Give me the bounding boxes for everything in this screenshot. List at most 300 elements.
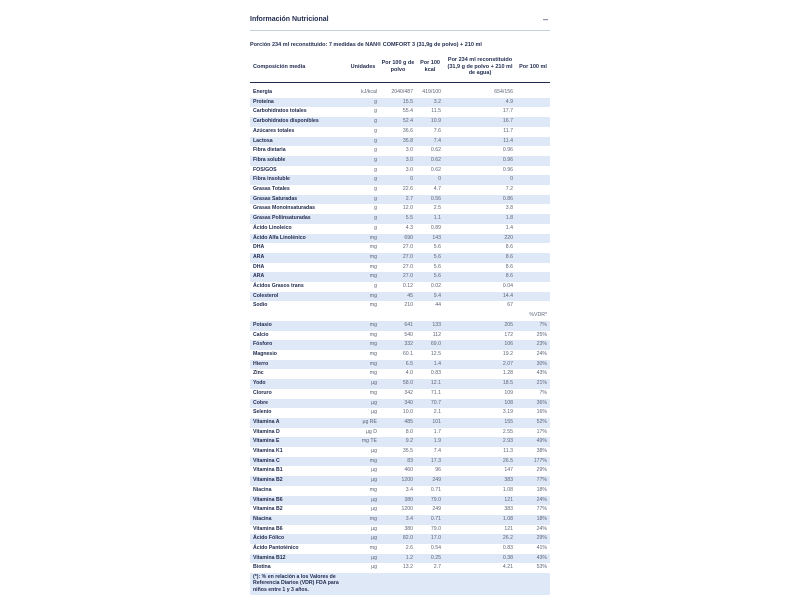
value-100ml <box>516 234 550 244</box>
value-100kcal: 17.3 <box>416 457 444 467</box>
nutrient-name: Biotina <box>250 563 346 573</box>
table-row <box>250 301 550 311</box>
nutrient-name: Hierro <box>250 360 346 370</box>
unit-cell: mg <box>346 253 380 263</box>
value-234ml: 109 <box>444 389 516 399</box>
table-row <box>250 476 550 486</box>
value-100ml <box>516 117 550 127</box>
value-100g: 340 <box>380 399 416 409</box>
value-100kcal: 2.1 <box>416 408 444 418</box>
table-row <box>250 321 550 331</box>
unit-cell: µg <box>346 496 380 506</box>
table-row <box>250 214 550 224</box>
unit-cell: µg <box>346 554 380 564</box>
value-100kcal: 0.56 <box>416 195 444 205</box>
footnote-row <box>250 573 550 595</box>
value-100kcal: 0 <box>416 175 444 185</box>
value-234ml: 14.4 <box>444 292 516 302</box>
value-100g: 35.8 <box>380 137 416 147</box>
unit-cell: µg <box>346 505 380 515</box>
value-100g: 3.0 <box>380 156 416 166</box>
nutrient-name: Vitamina C <box>250 457 346 467</box>
value-234ml: 1.08 <box>444 515 516 525</box>
table-row <box>250 137 550 147</box>
value-100ml <box>516 98 550 108</box>
table-row <box>250 466 550 476</box>
value-234ml: 383 <box>444 476 516 486</box>
unit-cell: g <box>346 224 380 234</box>
value-100g: 3.4 <box>380 515 416 525</box>
table-row <box>250 107 550 117</box>
nutrient-name: Lactosa <box>250 137 346 147</box>
table-row <box>250 389 550 399</box>
nutrient-name: DHA <box>250 263 346 273</box>
collapse-icon[interactable]: – <box>542 14 548 24</box>
value-100kcal: 71.1 <box>416 389 444 399</box>
value-234ml: 1.4 <box>444 224 516 234</box>
value-100kcal: 0.71 <box>416 515 444 525</box>
unit-cell: µg <box>346 476 380 486</box>
value-100kcal: 7.6 <box>416 127 444 137</box>
value-234ml: 106 <box>444 340 516 350</box>
value-100kcal: 7.4 <box>416 447 444 457</box>
value-100kcal: 79.0 <box>416 525 444 535</box>
value-100kcal: 17.0 <box>416 534 444 544</box>
table-row <box>250 146 550 156</box>
value-234ml: 383 <box>444 505 516 515</box>
value-100g: 690 <box>380 234 416 244</box>
table-row <box>250 369 550 379</box>
value-100ml: 53% <box>516 563 550 573</box>
nutrient-name: Ácido Linoleico <box>250 224 346 234</box>
nutrient-name: Vitamina B12 <box>250 554 346 564</box>
value-234ml: 0.04 <box>444 282 516 292</box>
unit-cell: mg <box>346 486 380 496</box>
nutrient-name: Ácido Fólico <box>250 534 346 544</box>
unit-cell: mg <box>346 272 380 282</box>
value-234ml: 0.96 <box>444 156 516 166</box>
table-row <box>250 525 550 535</box>
value-100kcal: 96 <box>416 466 444 476</box>
table-row <box>250 263 550 273</box>
value-100ml: 23% <box>516 340 550 350</box>
value-100g: 0.12 <box>380 282 416 292</box>
nutrient-name: ARA <box>250 272 346 282</box>
value-100g: 52.4 <box>380 117 416 127</box>
nutrient-name: Vitamina B2 <box>250 505 346 515</box>
value-100kcal: 101 <box>416 418 444 428</box>
table-row <box>250 437 550 447</box>
value-100g: 10.0 <box>380 408 416 418</box>
value-234ml: 155 <box>444 418 516 428</box>
table-row <box>250 554 550 564</box>
nutrient-name: Ácido Pantoténico <box>250 544 346 554</box>
value-100kcal: 10.9 <box>416 117 444 127</box>
value-100kcal: 0.89 <box>416 224 444 234</box>
unit-cell: mg <box>346 389 380 399</box>
value-100kcal: 0.62 <box>416 166 444 176</box>
value-100ml <box>516 146 550 156</box>
value-100g: 3.0 <box>380 166 416 176</box>
value-100g: 3.4 <box>380 486 416 496</box>
nutrient-name: Grasas Poliinsaturadas <box>250 214 346 224</box>
table-row <box>250 428 550 438</box>
value-100ml: 77% <box>516 505 550 515</box>
nutrient-name: Vitamina B1 <box>250 466 346 476</box>
table-row <box>250 117 550 127</box>
nutrient-name: Grasas Monoinsaturadas <box>250 204 346 214</box>
empty-cell <box>380 311 416 321</box>
table-row <box>250 360 550 370</box>
unit-cell: g <box>346 185 380 195</box>
value-100kcal: 0.54 <box>416 544 444 554</box>
value-100g: 2040/487 <box>380 88 416 98</box>
value-100g: 8.0 <box>380 428 416 438</box>
table-row <box>250 195 550 205</box>
unit-cell: mg <box>346 340 380 350</box>
value-100kcal: 1.4 <box>416 360 444 370</box>
header-composicion: Composición media <box>250 52 346 83</box>
nutrient-name: DHA <box>250 243 346 253</box>
value-234ml: 0 <box>444 175 516 185</box>
unit-cell: g <box>346 175 380 185</box>
unit-cell: mg TE <box>346 437 380 447</box>
table-row <box>250 185 550 195</box>
nutrition-table <box>250 52 550 595</box>
value-100ml <box>516 214 550 224</box>
value-100g: 27.0 <box>380 272 416 282</box>
value-100g: 12.0 <box>380 204 416 214</box>
value-234ml: 3.8 <box>444 204 516 214</box>
value-234ml: 0.86 <box>444 195 516 205</box>
value-234ml: 121 <box>444 496 516 506</box>
value-234ml: 1.08 <box>444 486 516 496</box>
value-100kcal: 1.1 <box>416 214 444 224</box>
value-100kcal: 7.4 <box>416 137 444 147</box>
value-234ml: 2.07 <box>444 360 516 370</box>
value-100ml <box>516 253 550 263</box>
value-100g: 82.0 <box>380 534 416 544</box>
nutrient-name: Ácido Alfa Linolénico <box>250 234 346 244</box>
header-por-234ml: Por 234 ml reconstituido (31,9 g de polvo + 210 ml de agua) <box>444 52 516 83</box>
value-234ml: 3.19 <box>444 408 516 418</box>
vdr-header: %VDR* <box>516 311 550 321</box>
header-por-100ml: Por 100 ml <box>516 52 550 83</box>
value-234ml: 0.83 <box>444 544 516 554</box>
value-100g: 35.5 <box>380 447 416 457</box>
value-100g: 27.0 <box>380 243 416 253</box>
value-100ml: 7% <box>516 321 550 331</box>
value-100g: 0 <box>380 175 416 185</box>
value-100kcal: 44 <box>416 301 444 311</box>
unit-cell: g <box>346 117 380 127</box>
value-100ml: 36% <box>516 399 550 409</box>
unit-cell: mg <box>346 321 380 331</box>
value-100g: 380 <box>380 525 416 535</box>
nutrient-name: Fibra soluble <box>250 156 346 166</box>
value-100g: 380 <box>380 496 416 506</box>
header-unidades: Unidades <box>346 52 380 83</box>
nutrient-name: Yodo <box>250 379 346 389</box>
value-234ml: 19.2 <box>444 350 516 360</box>
value-100ml <box>516 107 550 117</box>
nutrient-name: Carbohidratos totales <box>250 107 346 117</box>
unit-cell: mg <box>346 243 380 253</box>
value-100g: 55.4 <box>380 107 416 117</box>
table-header-row <box>250 52 550 83</box>
unit-cell: g <box>346 166 380 176</box>
value-100ml: 17% <box>516 428 550 438</box>
unit-cell: g <box>346 214 380 224</box>
value-100g: 2.7 <box>380 195 416 205</box>
value-100ml <box>516 156 550 166</box>
section-header[interactable] <box>250 10 550 31</box>
value-100g: 460 <box>380 466 416 476</box>
value-100g: 332 <box>380 340 416 350</box>
value-100ml <box>516 272 550 282</box>
value-100ml: 24% <box>516 350 550 360</box>
value-234ml: 26.2 <box>444 534 516 544</box>
value-100kcal: 3.2 <box>416 98 444 108</box>
value-234ml: 147 <box>444 466 516 476</box>
value-100g: 641 <box>380 321 416 331</box>
empty-cell <box>416 311 444 321</box>
header-por-100kcal: Por 100 kcal <box>416 52 444 83</box>
table-row <box>250 534 550 544</box>
nutrient-name: Niacina <box>250 486 346 496</box>
value-100kcal: 0.02 <box>416 282 444 292</box>
unit-cell: mg <box>346 457 380 467</box>
nutrient-name: Magnesio <box>250 350 346 360</box>
value-100g: 36.6 <box>380 127 416 137</box>
unit-cell: mg <box>346 360 380 370</box>
value-100ml: 21% <box>516 379 550 389</box>
value-100g: 2.6 <box>380 544 416 554</box>
unit-cell: g <box>346 107 380 117</box>
value-100kcal: 419/100 <box>416 88 444 98</box>
unit-cell: g <box>346 146 380 156</box>
table-row <box>250 166 550 176</box>
value-100ml: 7% <box>516 389 550 399</box>
value-100kcal: 12.1 <box>416 379 444 389</box>
unit-cell: µg <box>346 379 380 389</box>
nutrient-name: Cloruro <box>250 389 346 399</box>
value-100ml <box>516 175 550 185</box>
table-row <box>250 418 550 428</box>
value-100kcal: 249 <box>416 476 444 486</box>
value-100g: 540 <box>380 331 416 341</box>
value-100ml: 18% <box>516 515 550 525</box>
value-100kcal: 12.5 <box>416 350 444 360</box>
value-100kcal: 143 <box>416 234 444 244</box>
table-body <box>250 83 550 595</box>
table-row <box>250 340 550 350</box>
value-100kcal: 2.7 <box>416 563 444 573</box>
table-row <box>250 127 550 137</box>
nutrient-name: Cobre <box>250 399 346 409</box>
nutrient-name: Energía <box>250 88 346 98</box>
nutrient-name: Ácidos Grasos trans <box>250 282 346 292</box>
value-234ml: 8.6 <box>444 253 516 263</box>
table-row <box>250 175 550 185</box>
footnote-filler <box>346 573 550 595</box>
value-234ml: 8.6 <box>444 272 516 282</box>
value-100g: 60.1 <box>380 350 416 360</box>
value-100kcal: 5.6 <box>416 253 444 263</box>
table-row <box>250 156 550 166</box>
unit-cell: µg <box>346 563 380 573</box>
table-row <box>250 331 550 341</box>
value-100ml: 24% <box>516 496 550 506</box>
value-100ml: 18% <box>516 486 550 496</box>
value-100kcal: 2.5 <box>416 204 444 214</box>
nutrient-name: Fibra insoluble <box>250 175 346 185</box>
value-100g: 3.0 <box>380 146 416 156</box>
value-234ml: 205 <box>444 321 516 331</box>
value-100ml <box>516 127 550 137</box>
unit-cell: kJ/kcal <box>346 88 380 98</box>
unit-cell: µg <box>346 408 380 418</box>
value-100kcal: 0.83 <box>416 369 444 379</box>
value-100ml: 77% <box>516 476 550 486</box>
value-100kcal: 69.0 <box>416 340 444 350</box>
value-100ml <box>516 195 550 205</box>
value-234ml: 108 <box>444 399 516 409</box>
table-row <box>250 496 550 506</box>
table-row <box>250 447 550 457</box>
table-row <box>250 505 550 515</box>
unit-cell: g <box>346 282 380 292</box>
nutrient-name: Vitamina B2 <box>250 476 346 486</box>
unit-cell: g <box>346 98 380 108</box>
value-100g: 9.2 <box>380 437 416 447</box>
value-100g: 210 <box>380 301 416 311</box>
value-100kcal: 11.5 <box>416 107 444 117</box>
portion-description: Porción 234 ml reconstituido: 7 medidas de NAN® COMFORT 3 (31,9g de polvo) + 210 ml <box>250 42 482 48</box>
nutrient-name: Azúcares totales <box>250 127 346 137</box>
value-234ml: 17.7 <box>444 107 516 117</box>
value-234ml: 4.21 <box>444 563 516 573</box>
value-234ml: 1.28 <box>444 369 516 379</box>
value-100kcal: 5.6 <box>416 263 444 273</box>
value-234ml: 11.7 <box>444 127 516 137</box>
value-100kcal: 0.71 <box>416 486 444 496</box>
value-100kcal: 133 <box>416 321 444 331</box>
table-row <box>250 234 550 244</box>
unit-cell: µg RE <box>346 418 380 428</box>
unit-cell: g <box>346 137 380 147</box>
nutrient-name: Vitamina A <box>250 418 346 428</box>
nutrient-name: Sodio <box>250 301 346 311</box>
nutrient-name: Calcio <box>250 331 346 341</box>
unit-cell: µg <box>346 447 380 457</box>
value-234ml: 11.3 <box>444 447 516 457</box>
vdr-header-row <box>250 311 550 321</box>
value-100ml <box>516 263 550 273</box>
value-100g: 58.0 <box>380 379 416 389</box>
unit-cell: g <box>346 195 380 205</box>
nutrient-name: Vitamina B6 <box>250 525 346 535</box>
value-234ml: 0.38 <box>444 554 516 564</box>
value-100ml <box>516 292 550 302</box>
value-100g: 4.0 <box>380 369 416 379</box>
value-234ml: 2.93 <box>444 437 516 447</box>
table-row <box>250 515 550 525</box>
value-100kcal: 0.62 <box>416 146 444 156</box>
value-100ml <box>516 301 550 311</box>
nutrient-name: Vitamina B6 <box>250 496 346 506</box>
table-row <box>250 292 550 302</box>
unit-cell: mg <box>346 331 380 341</box>
value-100g: 1.2 <box>380 554 416 564</box>
unit-cell: µg <box>346 525 380 535</box>
value-100kcal: 1.7 <box>416 428 444 438</box>
value-100kcal: 5.6 <box>416 272 444 282</box>
value-234ml: 121 <box>444 525 516 535</box>
value-100ml <box>516 204 550 214</box>
header-por-100g: Por 100 g de polvo <box>380 52 416 83</box>
unit-cell: mg <box>346 515 380 525</box>
nutrient-name: Carbohidratos disponibles <box>250 117 346 127</box>
unit-cell: mg <box>346 292 380 302</box>
nutrient-name: Vitamina D <box>250 428 346 438</box>
value-100g: 13.2 <box>380 563 416 573</box>
nutrient-name: Colesterol <box>250 292 346 302</box>
value-234ml: 16.7 <box>444 117 516 127</box>
unit-cell: g <box>346 127 380 137</box>
value-100kcal: 70.7 <box>416 399 444 409</box>
value-100ml: 41% <box>516 544 550 554</box>
nutrient-name: Potasio <box>250 321 346 331</box>
value-100ml: 24% <box>516 525 550 535</box>
value-100kcal: 0.62 <box>416 156 444 166</box>
value-100kcal: 249 <box>416 505 444 515</box>
value-100g: 45 <box>380 292 416 302</box>
value-100kcal: 79.0 <box>416 496 444 506</box>
value-234ml: 26.5 <box>444 457 516 467</box>
value-100g: 27.0 <box>380 263 416 273</box>
value-100kcal: 112 <box>416 331 444 341</box>
unit-cell: mg <box>346 544 380 554</box>
table-row <box>250 243 550 253</box>
table-row <box>250 98 550 108</box>
value-100ml: 43% <box>516 554 550 564</box>
value-100g: 342 <box>380 389 416 399</box>
unit-cell: mg <box>346 350 380 360</box>
value-100ml <box>516 185 550 195</box>
empty-cell <box>346 311 380 321</box>
value-100ml: 29% <box>516 534 550 544</box>
value-234ml: 8.6 <box>444 243 516 253</box>
value-100kcal: 4.7 <box>416 185 444 195</box>
value-234ml: 1.8 <box>444 214 516 224</box>
table-row <box>250 253 550 263</box>
value-100g: 485 <box>380 418 416 428</box>
value-100ml <box>516 88 550 98</box>
value-234ml: 0.96 <box>444 166 516 176</box>
nutrient-name: FOS/GOS <box>250 166 346 176</box>
value-100ml: 177% <box>516 457 550 467</box>
value-100g: 22.6 <box>380 185 416 195</box>
value-100g: 6.5 <box>380 360 416 370</box>
value-100g: 83 <box>380 457 416 467</box>
unit-cell: g <box>346 204 380 214</box>
value-100g: 27.0 <box>380 253 416 263</box>
value-100g: 15.5 <box>380 98 416 108</box>
table-row <box>250 408 550 418</box>
nutrient-name: Zinc <box>250 369 346 379</box>
table-row <box>250 272 550 282</box>
